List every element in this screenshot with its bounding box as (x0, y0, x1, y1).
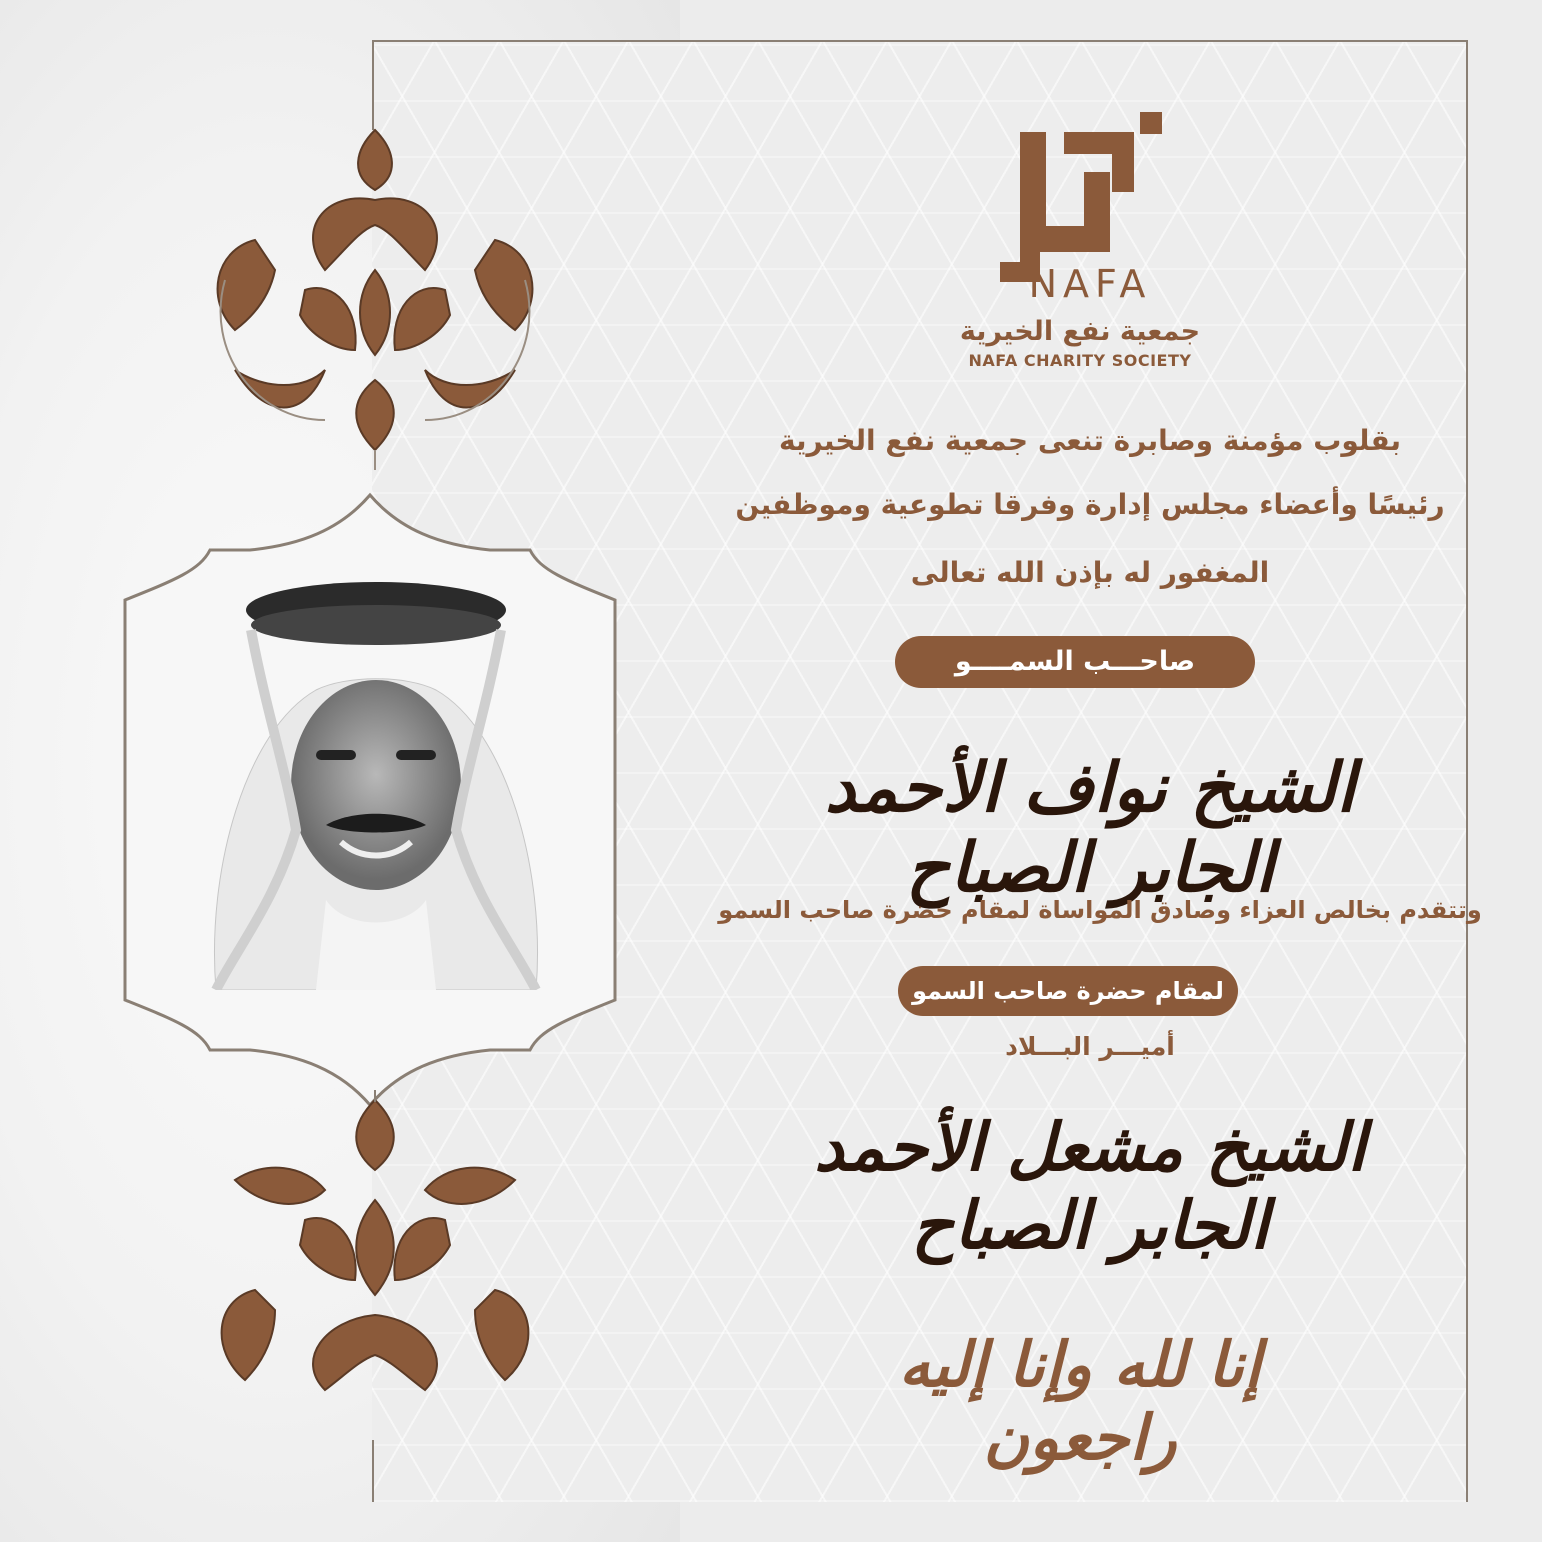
emir-title: أميـــر البـــلاد (1005, 1032, 1175, 1061)
condolence-line: وتتقدم بخالص العزاء وصادق المواساة لمقام حضرة صاحب السمو (718, 896, 1482, 924)
society-name-arabic: جمعية نفع الخيرية (959, 316, 1201, 347)
nafa-logo (960, 112, 1200, 316)
frame-right-line (1466, 40, 1468, 1502)
message-line-2: رئيسًا وأعضاء مجلس إدارة وفرقا تطوعية وموظفين (735, 488, 1445, 521)
deceased-name: الشيخ نواف الأحمد الجابر الصباح (824, 748, 1356, 908)
logo-arabic-mark (960, 112, 961, 113)
title-pill-highness: صاحـــب السمــــو (895, 636, 1255, 688)
top-ornament (195, 120, 555, 470)
frame-top-line (372, 40, 1467, 42)
portrait-photo (176, 570, 576, 990)
logo-latin-mark: NAFA (1028, 262, 1152, 306)
message-line-1: بقلوب مؤمنة وصابرة تنعى جمعية نفع الخيرية (778, 424, 1401, 457)
emir-name: الشيخ مشعل الأحمد الجابر الصباح (814, 1108, 1366, 1264)
quran-verse: إنا لله وإنا إليه راجعون (898, 1328, 1262, 1474)
bottom-ornament (195, 1090, 555, 1420)
frame-left-line-bottom (372, 1440, 374, 1502)
frame-left-line-top (372, 40, 374, 130)
message-line-3: المغفور له بإذن الله تعالى (910, 556, 1270, 589)
society-name-english: NAFA CHARITY SOCIETY (968, 351, 1192, 370)
title-pill-presence: لمقام حضرة صاحب السمو (898, 966, 1238, 1016)
